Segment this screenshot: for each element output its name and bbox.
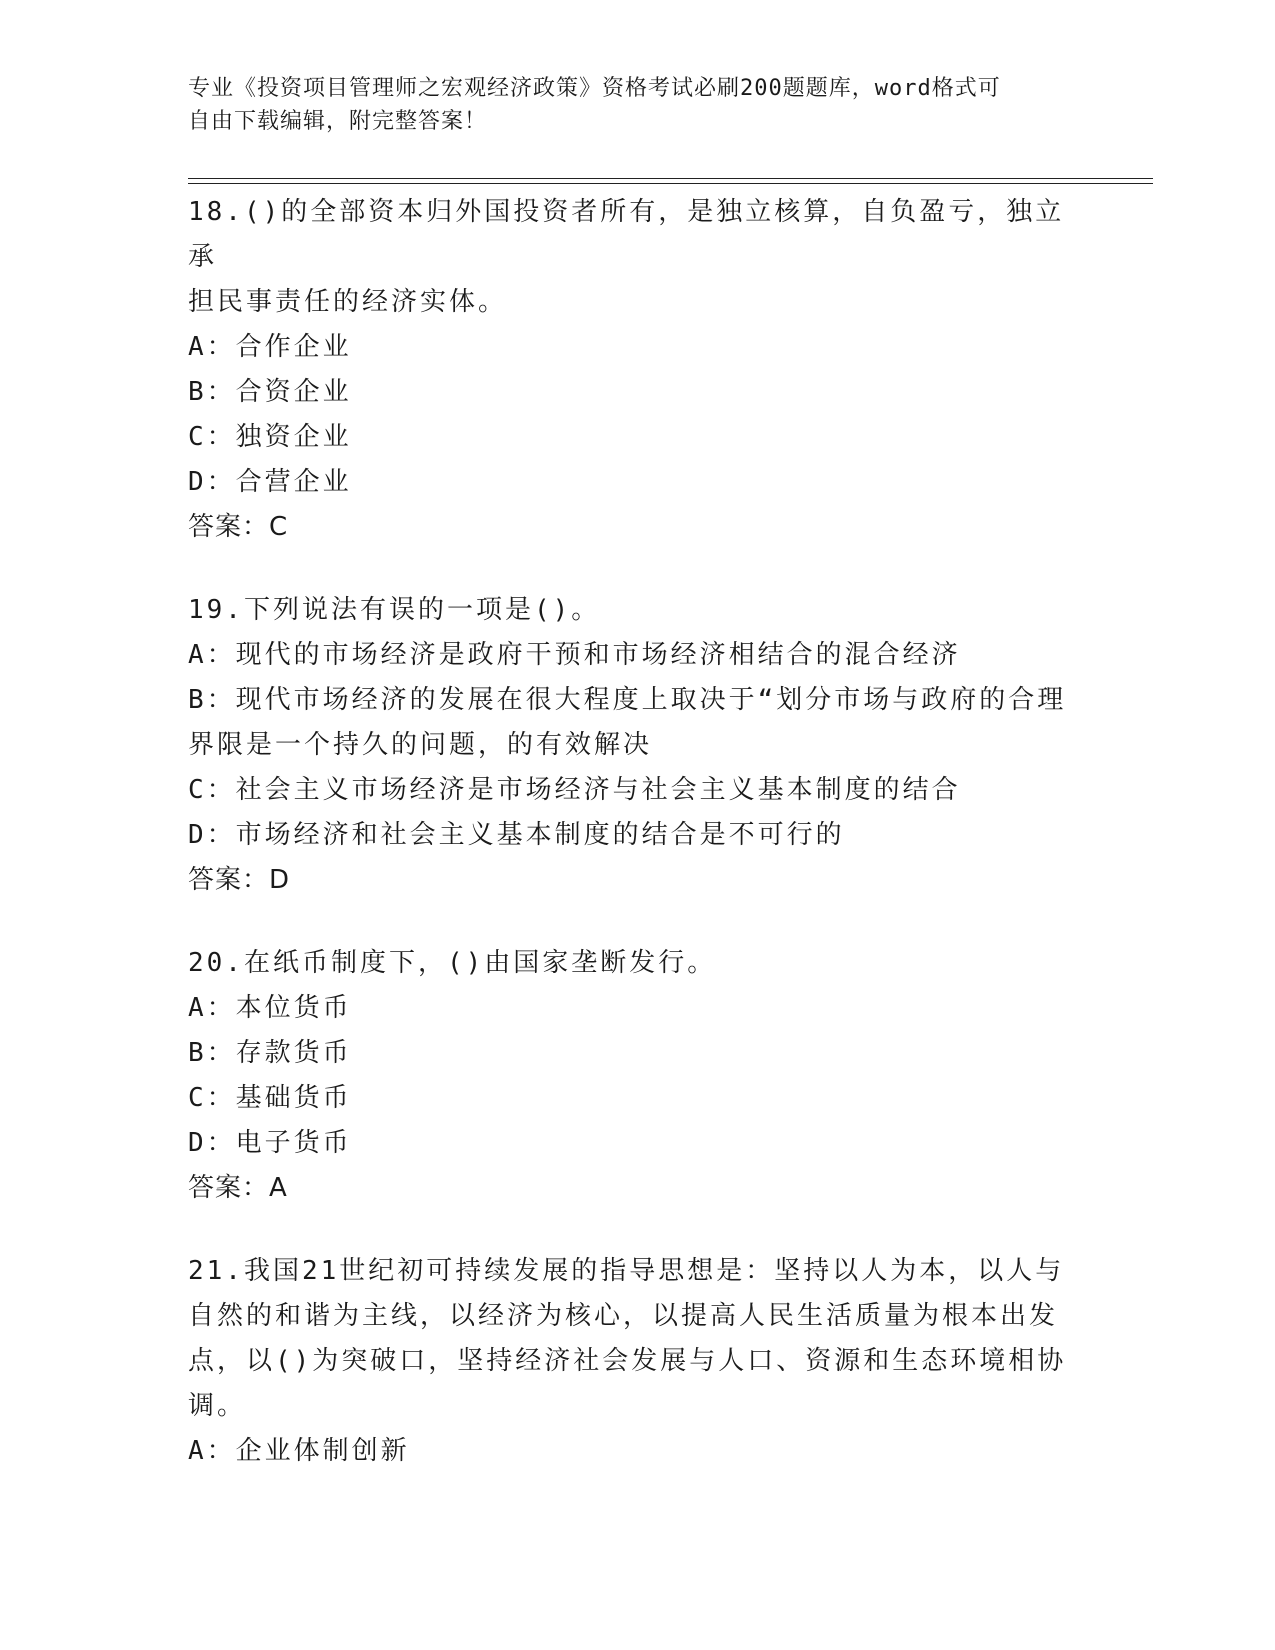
- question-list: [188, 190, 1078, 1512]
- header-line-1: 专业《投资项目管理师之宏观经济政策》资格考试必刷200题题库，word格式可: [188, 76, 1001, 101]
- option-a: A：本位货币: [188, 993, 352, 1023]
- document-header: [188, 72, 1068, 138]
- question-stem-line: 21.我国21世纪初可持续发展的指导思想是：坚持以人为本，以人与: [188, 1256, 1065, 1286]
- option-a: A：现代的市场经济是政府干预和市场经济相结合的混合经济: [188, 640, 961, 670]
- option-c: C：社会主义市场经济是市场经济与社会主义基本制度的结合: [188, 775, 961, 805]
- option-b-continued: 界限是一个持久的问题，的有效解决: [188, 730, 653, 760]
- question-18: [188, 190, 1078, 550]
- option-b: B：现代市场经济的发展在很大程度上取决于“划分市场与政府的合理: [188, 685, 1067, 715]
- option-a: A：企业体制创新: [188, 1436, 410, 1466]
- option-b: B：合资企业: [188, 377, 352, 407]
- answer: 答案：D: [188, 865, 291, 895]
- option-c: C：基础货币: [188, 1083, 352, 1113]
- header-rule-bottom: [188, 183, 1153, 184]
- question-stem-line: 担民事责任的经济实体。: [188, 287, 508, 317]
- question-stem-line: 调。: [188, 1391, 247, 1421]
- option-d: D：合营企业: [188, 467, 352, 497]
- header-line-2: 自由下载编辑，附完整答案！: [188, 109, 488, 134]
- question-stem-line: 20.在纸币制度下，()由国家垄断发行。: [188, 948, 717, 978]
- answer: 答案：C: [188, 512, 289, 542]
- question-stem-line: 19.下列说法有误的一项是()。: [188, 595, 601, 625]
- question-21: [188, 1249, 1078, 1474]
- option-d: D：市场经济和社会主义基本制度的结合是不可行的: [188, 820, 845, 850]
- question-stem-line: 点，以()为突破口，坚持经济社会发展与人口、资源和生态环境相协: [188, 1346, 1067, 1376]
- option-b: B：存款货币: [188, 1038, 352, 1068]
- option-c: C：独资企业: [188, 422, 352, 452]
- question-20: [188, 941, 1078, 1211]
- option-a: A：合作企业: [188, 332, 352, 362]
- header-rule-top: [188, 178, 1153, 179]
- question-stem-line: 18.()的全部资本归外国投资者所有，是独立核算，自负盈亏，独立承: [188, 197, 1065, 272]
- question-stem-line: 自然的和谐为主线，以经济为核心，以提高人民生活质量为根本出发: [188, 1301, 1059, 1331]
- answer: 答案：A: [188, 1173, 288, 1203]
- question-19: [188, 588, 1078, 903]
- option-d: D：电子货币: [188, 1128, 352, 1158]
